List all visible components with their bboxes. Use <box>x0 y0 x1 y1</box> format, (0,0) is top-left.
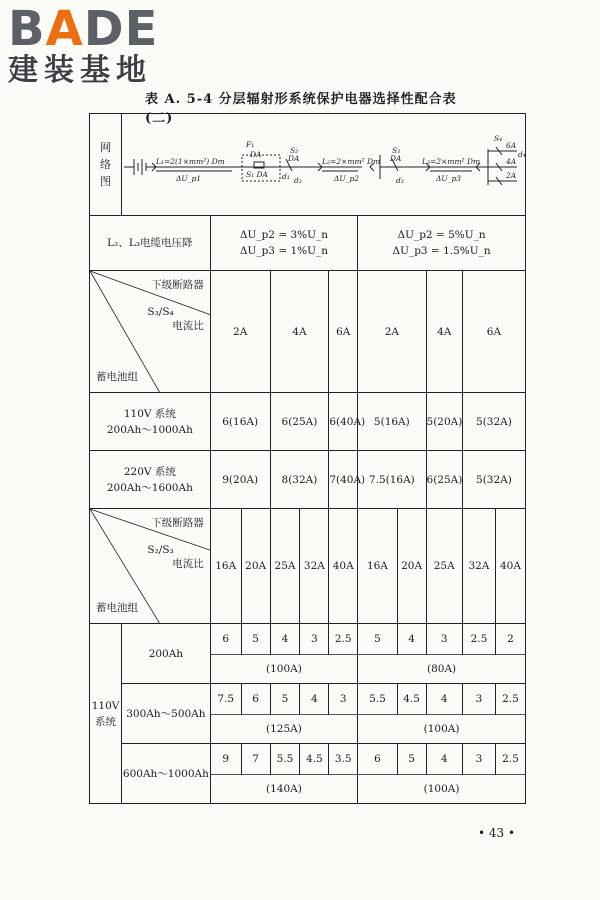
table-row <box>90 393 526 451</box>
cell: 5(16A) <box>358 393 426 451</box>
da-label-1: DA <box>250 149 262 159</box>
header2-col: 32A <box>462 509 495 624</box>
header2-col: 40A <box>329 509 358 624</box>
cell: 7.5(16A) <box>358 451 426 509</box>
up1-label: ΔU_p1 <box>176 173 202 183</box>
l3-label: L₃=2×mm² Dm <box>422 156 481 166</box>
cell: 2.5 <box>495 744 525 775</box>
page-number: • 43 • <box>478 826 516 840</box>
cell: 5(32A) <box>462 451 525 509</box>
cable-drop-left-line1: ΔU_p2 = 3%U_n <box>239 229 328 241</box>
cell: 9(20A) <box>210 451 270 509</box>
cable-drop-left-line2: ΔU_p3 = 1%U_n <box>239 245 328 257</box>
d4-label: d₄ <box>518 149 526 159</box>
header1-col: 4A <box>270 271 329 393</box>
breaker-left: (140A) <box>210 775 357 804</box>
cell: 6 <box>241 684 270 715</box>
table-row <box>90 684 526 715</box>
s2-label: S₂ <box>290 145 299 155</box>
cell: 3 <box>329 684 358 715</box>
cell: 5(20A) <box>426 393 462 451</box>
cell: 3 <box>426 624 462 655</box>
cell: 6 <box>358 744 398 775</box>
network-label-cell <box>90 114 122 216</box>
cell: 5.5 <box>358 684 398 715</box>
branch-4a: 4A <box>506 156 517 166</box>
cell: 4 <box>270 624 300 655</box>
logo-wordmark: BADE <box>8 1 159 57</box>
cell: 4.5 <box>397 684 426 715</box>
header2-col: 32A <box>300 509 329 624</box>
header2-diagonal-cell <box>90 509 211 624</box>
cell: 2.5 <box>495 684 525 715</box>
cell: 5.5 <box>270 744 300 775</box>
table-row <box>90 451 526 509</box>
breaker-left: (100A) <box>210 655 357 684</box>
row-label: 110V 系统 200Ah～1000Ah <box>90 393 211 451</box>
table-row <box>90 744 526 775</box>
header2-battery: 蓄电池组 <box>96 602 138 614</box>
header2-lower-breaker: 下级断路器 <box>151 517 204 529</box>
header2-col: 25A <box>426 509 462 624</box>
logo-subtitle: 建装基地 <box>8 53 152 88</box>
header2-col: 16A <box>210 509 241 624</box>
d2-label: d₂ <box>294 175 302 185</box>
capacity-label: 200Ah <box>122 624 211 684</box>
header2-col: 20A <box>241 509 270 624</box>
selectivity-table <box>89 113 526 804</box>
cell: 3.5 <box>329 744 358 775</box>
header1-col: 6A <box>462 271 525 393</box>
cell: 4 <box>397 624 426 655</box>
s1-label: S₁ DA <box>246 169 269 179</box>
cell: 9 <box>210 744 241 775</box>
header1-diagonal-cell <box>90 271 211 393</box>
cell: 7.5 <box>210 684 241 715</box>
table-title: 表 A. 5-4 分层辐射形系统保护电器选择性配合表(二) <box>145 92 457 126</box>
header1-lower-breaker: 下级断路器 <box>151 279 204 291</box>
header1-col: 4A <box>426 271 462 393</box>
branch-2a: 2A <box>506 170 517 180</box>
cell: 5 <box>270 684 300 715</box>
cell: 3 <box>462 684 495 715</box>
branch-6a: 6A <box>506 140 517 150</box>
header1-battery: 蓄电池组 <box>96 371 138 383</box>
group2-label: 110V 系统 <box>91 699 120 728</box>
cable-drop-left <box>210 216 357 271</box>
network-diagram <box>122 115 527 215</box>
cable-drop-right-line1: ΔU_p2 = 5%U_n <box>397 229 486 241</box>
logo <box>8 1 183 88</box>
da-label-2: DA <box>288 153 300 163</box>
cell: 6(16A) <box>210 393 270 451</box>
cell: 7 <box>241 744 270 775</box>
breaker-right: (100A) <box>358 715 526 744</box>
header1-col: 2A <box>210 271 270 393</box>
breaker-right: (100A) <box>358 775 526 804</box>
cell: 8(32A) <box>270 451 329 509</box>
capacity-label: 600Ah～1000Ah <box>122 744 211 804</box>
network-label: 网络图 <box>100 141 112 188</box>
cable-drop-label: L₂、L₃电缆电压降 <box>90 216 211 271</box>
header2-col: 20A <box>397 509 426 624</box>
header1-ratio: S₃/S₄ 电流比 <box>147 306 204 332</box>
cell: 3 <box>462 744 495 775</box>
header1-col: 6A <box>329 271 358 393</box>
row-label: 220V 系统 200Ah～1600Ah <box>90 451 211 509</box>
d3-label: d₃ <box>396 175 404 185</box>
cell: 6(25A) <box>270 393 329 451</box>
header2-ratio: S₂/S₃ 电流比 <box>147 544 204 570</box>
breaker-right: (80A) <box>358 655 526 684</box>
up3-label: ΔU_p3 <box>436 173 462 183</box>
f1-label: F₁ <box>246 139 255 149</box>
header2-col: 25A <box>270 509 300 624</box>
cell: 5 <box>241 624 270 655</box>
header1-col: 2A <box>358 271 426 393</box>
cell: 6(25A) <box>426 451 462 509</box>
d1-label: d₁ <box>282 171 290 181</box>
cable-drop-right-line2: ΔU_p3 = 1.5%U_n <box>392 245 491 257</box>
l1-label: L₁=2(1×mm²) Dm <box>156 156 225 166</box>
s3-label: S₃ <box>392 145 401 155</box>
cable-drop-right <box>358 216 526 271</box>
group2-label-cell <box>90 624 122 804</box>
breaker-left: (125A) <box>210 715 357 744</box>
capacity-label: 300Ah～500Ah <box>122 684 211 744</box>
cell: 5(32A) <box>462 393 525 451</box>
table-row <box>90 624 526 655</box>
cell: 2.5 <box>462 624 495 655</box>
cell: 5 <box>397 744 426 775</box>
s4-label: S₄ <box>494 133 503 143</box>
cell: 5 <box>358 624 398 655</box>
up2-label: ΔU_p2 <box>334 173 360 183</box>
header2-col: 16A <box>358 509 398 624</box>
cell: 6(40A) <box>329 393 358 451</box>
l2-label: L₂=2×mm² Dm <box>322 156 381 166</box>
cell: 4 <box>426 744 462 775</box>
da-label-3: DA <box>390 153 402 163</box>
cell: 4 <box>426 684 462 715</box>
cell: 6 <box>210 624 241 655</box>
cell: 2.5 <box>329 624 358 655</box>
cell: 4 <box>300 684 329 715</box>
cell: 7(40A) <box>329 451 358 509</box>
cell: 2 <box>495 624 525 655</box>
network-diagram-cell <box>122 114 526 216</box>
cell: 4.5 <box>300 744 329 775</box>
header2-col: 40A <box>495 509 525 624</box>
cell: 3 <box>300 624 329 655</box>
